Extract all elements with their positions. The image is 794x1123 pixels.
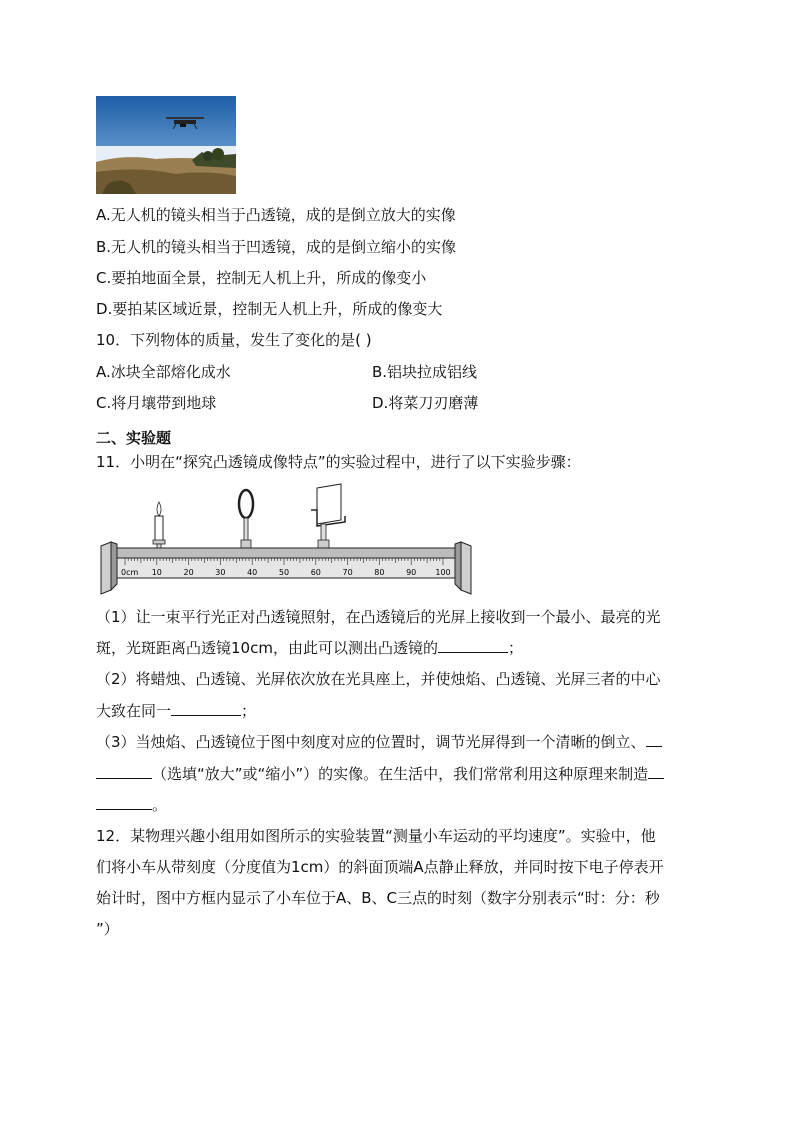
q11-part2-end: ； <box>241 702 257 720</box>
ruler-label: 80 <box>374 568 385 577</box>
q12-line4: ”） <box>96 920 119 938</box>
q9-option-d: D.要拍某区域近景，控制无人机上升，所成的像变大 <box>96 300 443 318</box>
q9-option-a: A.无人机的镜头相当于凸透镜，成的是倒立放大的实像 <box>96 206 456 224</box>
q11-part3-end: 。 <box>152 796 168 814</box>
answer-blank-3b[interactable] <box>96 764 152 779</box>
answer-blank-3a[interactable] <box>646 732 662 747</box>
ruler-label: 10 <box>151 568 162 577</box>
q11-part3-line3 <box>96 795 167 815</box>
q10-option-b: B.铝块拉成铝线 <box>372 363 478 381</box>
ruler-label: 70 <box>342 568 353 577</box>
answer-blank-1[interactable] <box>438 638 508 653</box>
ruler-label: 50 <box>278 568 290 577</box>
light-screen-icon <box>311 484 345 552</box>
q11-part3-line2 <box>96 764 664 784</box>
ruler-label: 30 <box>215 568 226 577</box>
q11-part1-text: 斑，光斑距离凸透镜10cm，由此可以测出凸透镜的 <box>96 639 438 657</box>
ruler-label: 90 <box>406 568 417 577</box>
q12-line2: 们将小车从带刻度（分度值为1cm）的斜面顶端A点静止释放，并同时按下电子停表开 <box>96 858 664 876</box>
q10-stem: 10．下列物体的质量，发生了变化的是( ) <box>96 331 372 349</box>
q11-part1-line2 <box>96 638 523 658</box>
ruler-label: 20 <box>183 568 194 577</box>
q9-option-c: C.要拍地面全景，控制无人机上升，所成的像变小 <box>96 269 427 287</box>
q11-stem: 11．小明在“探究凸透镜成像特点”的实验过程中，进行了以下实验步骤： <box>96 453 581 471</box>
q11-part3-text2: （选填“放大”或“缩小”）的实像。在生活中，我们常常利用这种原理来制造 <box>152 765 649 783</box>
drone-photo <box>96 96 236 194</box>
q10-option-a: A.冰块全部熔化成水 <box>96 363 231 381</box>
q12-line1: 12．某物理兴趣小组用如图所示的实验装置“测量小车运动的平均速度”。实验中，他 <box>96 827 656 845</box>
ruler-label: 0cm <box>121 568 139 577</box>
answer-blank-2[interactable] <box>171 701 241 716</box>
convex-lens-icon <box>239 490 253 552</box>
ruler-label: 40 <box>247 568 258 577</box>
q11-part2-line2 <box>96 701 256 721</box>
q12-line3: 始计时，图中方框内显示了小车位于A、B、C三点的时刻（数字分别表示“时：分：秒 <box>96 889 660 907</box>
q11-part1-line1: （1）让一束平行光正对凸透镜照射，在凸透镜后的光屏上接收到一个最小、最亮的光 <box>96 608 661 626</box>
q10-option-c: C.将月壤带到地球 <box>96 394 217 412</box>
candle-icon <box>153 502 165 552</box>
q11-part3-line1 <box>96 732 662 752</box>
optical-bench-diagram <box>95 480 475 600</box>
q11-part2-text: 大致在同一 <box>96 702 172 720</box>
q10-option-d: D.将菜刀刃磨薄 <box>372 394 479 412</box>
ruler-label: 60 <box>310 568 321 577</box>
ruler-label: 100 <box>435 568 451 577</box>
q11-part1-end: ； <box>507 639 523 657</box>
section-title: 二、实验题 <box>96 429 172 447</box>
q9-option-b: B.无人机的镜头相当于凹透镜，成的是倒立缩小的实像 <box>96 238 457 256</box>
q11-part2-line1: （2）将蜡烛、凸透镜、光屏依次放在光具座上，并使烛焰、凸透镜、光屏三者的中心 <box>96 670 661 688</box>
q11-part3-text: （3）当烛焰、凸透镜位于图中刻度对应的位置时，调节光屏得到一个清晰的倒立、 <box>96 733 646 751</box>
answer-blank-4b[interactable] <box>96 795 152 810</box>
answer-blank-4a[interactable] <box>648 764 664 779</box>
